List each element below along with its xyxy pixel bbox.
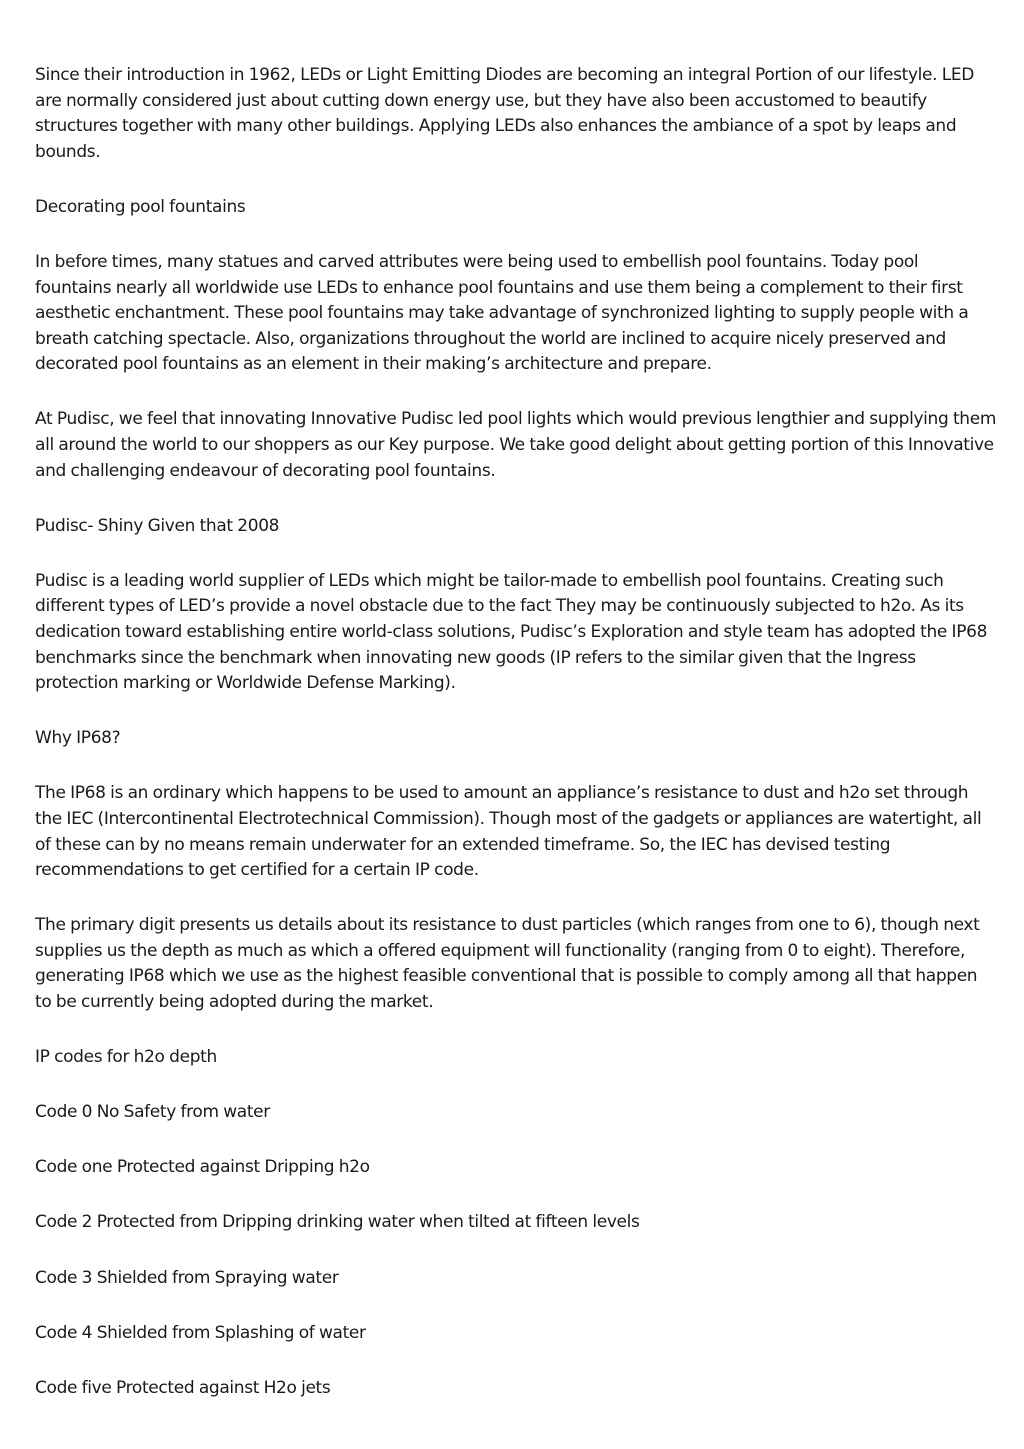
pudisc-purpose-paragraph: At Pudisc, we feel that innovating Innovative Pudisc led pool lights which would previous lengthier and supplying them all around the world to our shoppers as our Key purpose. We take good delight about getting portion of this Innovative and challenging endeavour of decorating pool fountains. <box>35 409 997 481</box>
section-heading-why-ip68: Why IP68? <box>35 728 121 749</box>
digit-explanation-paragraph: The primary digit presents us details about its resistance to dust particles (which ranges from one to 6), though next supplies us the depth as much as which a offered equipment will functionality (ranging from 0 to eight). Therefore, generating IP68 which we use as the highest feasible conventional that is possible to comply among all that happen to be currently being adopted during the market. <box>35 915 980 1013</box>
document-body <box>35 63 997 1431</box>
ip-code-item: Code 4 Shielded from Splashing of water <box>35 1322 366 1343</box>
intro-paragraph: Since their introduction in 1962, LEDs or Light Emitting Diodes are becoming an integral Portion of our lifestyle. LED are normally considered just about cutting down energy use, but they have also been accustomed to beautify structures together with many other buildings. Applying LEDs also enhances the ambiance of a spot by leaps and bounds. <box>35 65 975 162</box>
ip-code-item: Code five Protected against H2o jets <box>35 1377 331 1398</box>
supplier-paragraph: Pudisc is a leading world supplier of LEDs which might be tailor-made to embellish pool fountains. Creating such different types of LED’s provide a novel obstacle due to the fact They may be continuously subjected to h2o. As its dedication toward establishing entire world-class solutions, Pudisc’s Exploration and style team has adopted the IP68 benchmarks since the benchmark when innovating new goods (IP refers to the similar given that the Ingress protection marking or Worldwide Defense Marking). <box>35 570 988 694</box>
decorating-paragraph: In before times, many statues and carved attributes were being used to embellish pool fountains. Today pool fountains nearly all worldwide use LEDs to enhance pool fountains and use them being a complement to their first aesthetic enchantment. These pool fountains may take advantage of synchronized lighting to supply people with a breath catching spectacle. Also, organizations throughout the world are inclined to acquire nicely preserved and decorated pool fountains as an element in their making’s architecture and prepare. <box>35 251 969 375</box>
section-heading-shiny: Pudisc- Shiny Given that 2008 <box>35 515 280 536</box>
ip-code-item: Code 0 No Safety from water <box>35 1102 270 1123</box>
ip68-standard-paragraph: The IP68 is an ordinary which happens to be used to amount an appliance’s resistance to dust and h2o set through the IEC (Intercontinental Electrotechnical Commission). Though most of the gadgets or appliances are watertight, all of these can by no means remain underwater for an extended timeframe. So, the IEC has devised testing recommendations to get certified for a certain IP code. <box>35 783 982 881</box>
ip-code-item: Code one Protected against Dripping h2o <box>35 1157 370 1178</box>
ip-code-item: Code 2 Protected from Dripping drinking water when tilted at fifteen levels <box>35 1212 640 1233</box>
ip-code-item: Code 3 Shielded from Spraying water <box>35 1267 339 1288</box>
section-heading-decorating: Decorating pool fountains <box>35 196 246 217</box>
section-heading-ip-codes: IP codes for h2o depth <box>35 1047 217 1068</box>
